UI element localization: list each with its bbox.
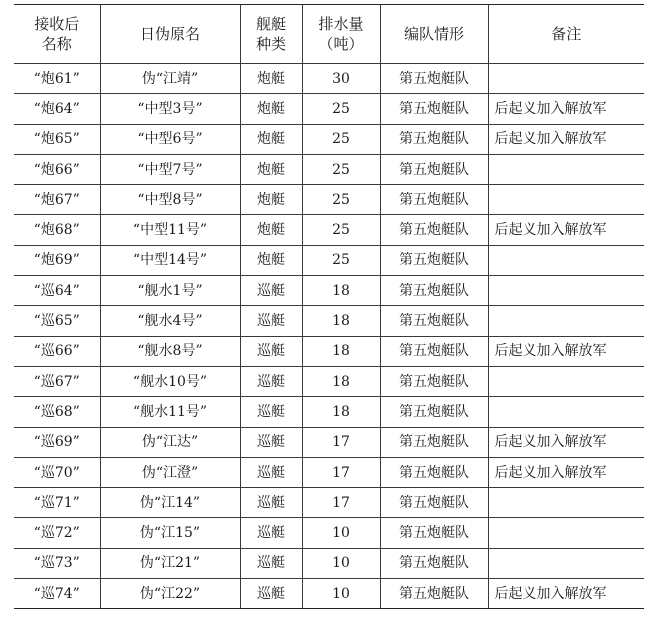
cell-name: “巡65” xyxy=(14,306,100,336)
table-row xyxy=(14,427,644,457)
cell-name: “炮64” xyxy=(14,94,100,124)
cell-original: “舰水11号” xyxy=(100,397,240,427)
cell-remarks xyxy=(488,306,644,336)
cell-original: “舰水10号” xyxy=(100,366,240,396)
cell-name: “炮65” xyxy=(14,124,100,154)
cell-formation: 第五炮艇队 xyxy=(380,64,488,94)
table-row xyxy=(14,457,644,487)
cell-remarks xyxy=(488,245,644,275)
cell-formation: 第五炮艇队 xyxy=(380,548,488,578)
table-row xyxy=(14,276,644,306)
cell-type: 炮艇 xyxy=(240,124,302,154)
cell-remarks xyxy=(488,366,644,396)
cell-type: 巡艇 xyxy=(240,366,302,396)
cell-type: 巡艇 xyxy=(240,488,302,518)
cell-displacement: 25 xyxy=(302,185,380,215)
table-row xyxy=(14,336,644,366)
cell-name: “炮61” xyxy=(14,64,100,94)
cell-formation: 第五炮艇队 xyxy=(380,397,488,427)
table-row xyxy=(14,579,644,609)
header-name xyxy=(14,5,100,64)
cell-name: “巡71” xyxy=(14,488,100,518)
table-row xyxy=(14,245,644,275)
cell-remarks xyxy=(488,488,644,518)
cell-original: 伪“江22” xyxy=(100,579,240,609)
cell-formation: 第五炮艇队 xyxy=(380,579,488,609)
cell-original: 伪“江达” xyxy=(100,427,240,457)
table-row xyxy=(14,366,644,396)
cell-type: 巡艇 xyxy=(240,427,302,457)
cell-remarks: 后起义加入解放军 xyxy=(488,457,644,487)
cell-displacement: 17 xyxy=(302,457,380,487)
cell-original: 伪“江21” xyxy=(100,548,240,578)
cell-name: “巡69” xyxy=(14,427,100,457)
cell-type: 炮艇 xyxy=(240,64,302,94)
table-row xyxy=(14,518,644,548)
cell-displacement: 25 xyxy=(302,154,380,184)
header-type xyxy=(240,5,302,64)
cell-original: “舰水4号” xyxy=(100,306,240,336)
header-displacement-line2: （吨） xyxy=(318,35,364,53)
table-row xyxy=(14,397,644,427)
cell-type: 炮艇 xyxy=(240,245,302,275)
header-name-line2: 名称 xyxy=(41,35,72,53)
cell-original: 伪“江14” xyxy=(100,488,240,518)
cell-displacement: 25 xyxy=(302,94,380,124)
cell-name: “巡74” xyxy=(14,579,100,609)
cell-type: 炮艇 xyxy=(240,185,302,215)
cell-original: “中型6号” xyxy=(100,124,240,154)
cell-displacement: 10 xyxy=(302,548,380,578)
cell-displacement: 18 xyxy=(302,336,380,366)
table-body xyxy=(14,64,644,609)
cell-original: “中型7号” xyxy=(100,154,240,184)
cell-displacement: 10 xyxy=(302,579,380,609)
cell-remarks xyxy=(488,154,644,184)
cell-formation: 第五炮艇队 xyxy=(380,366,488,396)
cell-displacement: 17 xyxy=(302,427,380,457)
cell-type: 炮艇 xyxy=(240,94,302,124)
vessel-table xyxy=(14,4,644,609)
cell-name: “巡64” xyxy=(14,276,100,306)
cell-original: “中型3号” xyxy=(100,94,240,124)
cell-formation: 第五炮艇队 xyxy=(380,518,488,548)
cell-displacement: 18 xyxy=(302,276,380,306)
cell-original: “中型8号” xyxy=(100,185,240,215)
cell-original: 伪“江靖” xyxy=(100,64,240,94)
cell-displacement: 25 xyxy=(302,245,380,275)
cell-type: 巡艇 xyxy=(240,306,302,336)
cell-original: “中型14号” xyxy=(100,245,240,275)
cell-type: 炮艇 xyxy=(240,154,302,184)
cell-name: “巡66” xyxy=(14,336,100,366)
cell-displacement: 30 xyxy=(302,64,380,94)
cell-displacement: 18 xyxy=(302,397,380,427)
table-header xyxy=(14,5,644,64)
cell-remarks xyxy=(488,548,644,578)
cell-displacement: 18 xyxy=(302,366,380,396)
cell-remarks: 后起义加入解放军 xyxy=(488,427,644,457)
cell-displacement: 25 xyxy=(302,124,380,154)
table-row xyxy=(14,548,644,578)
cell-formation: 第五炮艇队 xyxy=(380,154,488,184)
cell-remarks xyxy=(488,518,644,548)
header-name-line1: 接收后 xyxy=(34,15,80,33)
table-row xyxy=(14,64,644,94)
cell-formation: 第五炮艇队 xyxy=(380,94,488,124)
cell-displacement: 18 xyxy=(302,306,380,336)
cell-formation: 第五炮艇队 xyxy=(380,215,488,245)
cell-displacement: 17 xyxy=(302,488,380,518)
header-displacement xyxy=(302,5,380,64)
table-row xyxy=(14,185,644,215)
header-displacement-line1: 排水量 xyxy=(318,15,364,33)
cell-displacement: 10 xyxy=(302,518,380,548)
cell-remarks xyxy=(488,185,644,215)
header-row xyxy=(14,5,644,64)
table-row xyxy=(14,306,644,336)
header-remarks: 备注 xyxy=(488,5,644,64)
table-row xyxy=(14,215,644,245)
cell-name: “炮68” xyxy=(14,215,100,245)
cell-name: “巡73” xyxy=(14,548,100,578)
cell-remarks: 后起义加入解放军 xyxy=(488,579,644,609)
table-row xyxy=(14,124,644,154)
header-formation: 编队情形 xyxy=(380,5,488,64)
cell-remarks: 后起义加入解放军 xyxy=(488,94,644,124)
cell-name: “巡72” xyxy=(14,518,100,548)
cell-type: 炮艇 xyxy=(240,215,302,245)
cell-original: “舰水1号” xyxy=(100,276,240,306)
cell-formation: 第五炮艇队 xyxy=(380,276,488,306)
cell-type: 巡艇 xyxy=(240,518,302,548)
cell-remarks: 后起义加入解放军 xyxy=(488,336,644,366)
cell-displacement: 25 xyxy=(302,215,380,245)
cell-formation: 第五炮艇队 xyxy=(380,427,488,457)
document-page xyxy=(14,4,644,609)
cell-remarks xyxy=(488,397,644,427)
cell-formation: 第五炮艇队 xyxy=(380,336,488,366)
header-type-line2: 种类 xyxy=(255,35,286,53)
table-row xyxy=(14,488,644,518)
table-row xyxy=(14,154,644,184)
cell-original: 伪“江15” xyxy=(100,518,240,548)
cell-type: 巡艇 xyxy=(240,276,302,306)
header-type-line1: 舰艇 xyxy=(255,15,286,33)
cell-type: 巡艇 xyxy=(240,579,302,609)
cell-formation: 第五炮艇队 xyxy=(380,124,488,154)
cell-formation: 第五炮艇队 xyxy=(380,457,488,487)
cell-original: “舰水8号” xyxy=(100,336,240,366)
cell-type: 巡艇 xyxy=(240,457,302,487)
cell-remarks: 后起义加入解放军 xyxy=(488,215,644,245)
cell-original: “中型11号” xyxy=(100,215,240,245)
header-original: 日伪原名 xyxy=(100,5,240,64)
cell-original: 伪“江澄” xyxy=(100,457,240,487)
cell-type: 巡艇 xyxy=(240,397,302,427)
cell-name: “炮66” xyxy=(14,154,100,184)
cell-type: 巡艇 xyxy=(240,336,302,366)
cell-name: “炮67” xyxy=(14,185,100,215)
cell-name: “巡68” xyxy=(14,397,100,427)
cell-remarks: 后起义加入解放军 xyxy=(488,124,644,154)
table-row xyxy=(14,94,644,124)
cell-formation: 第五炮艇队 xyxy=(380,185,488,215)
cell-remarks xyxy=(488,276,644,306)
cell-name: “炮69” xyxy=(14,245,100,275)
cell-formation: 第五炮艇队 xyxy=(380,306,488,336)
cell-formation: 第五炮艇队 xyxy=(380,245,488,275)
cell-type: 巡艇 xyxy=(240,548,302,578)
cell-formation: 第五炮艇队 xyxy=(380,488,488,518)
cell-remarks xyxy=(488,64,644,94)
cell-name: “巡67” xyxy=(14,366,100,396)
cell-name: “巡70” xyxy=(14,457,100,487)
